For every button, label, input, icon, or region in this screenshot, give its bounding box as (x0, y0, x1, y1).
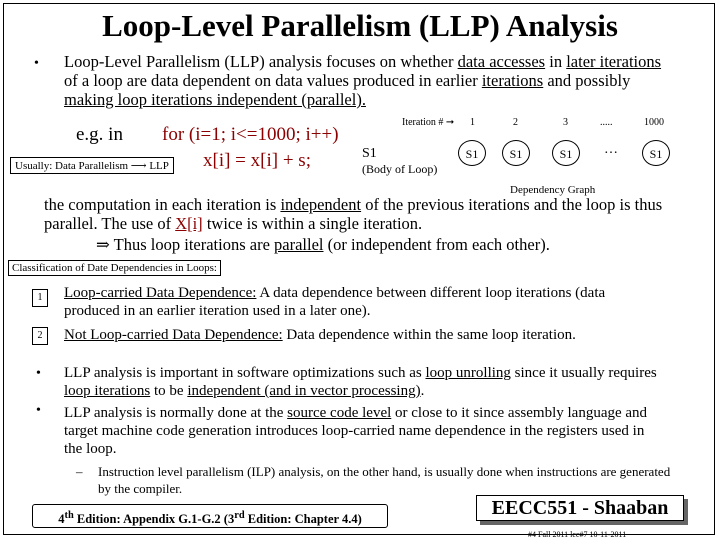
computation-paragraph: the computation in each iteration is independent of the previous iterations and the loop is thus parallel. The use of X[i] twice is within a single iteration. (44, 195, 663, 233)
iteration-number: 1 (470, 117, 475, 128)
course-badge: EECC551 - Shaaban (476, 495, 684, 521)
code-line-1: for (i=1; i<=1000; i++) (162, 124, 339, 145)
graph-ellipsis: … (604, 142, 618, 157)
iteration-number: ..... (600, 117, 613, 128)
item-marker: 2 (32, 327, 48, 345)
implies-icon: ⇒ (96, 235, 110, 254)
example-label: e.g. in (76, 124, 123, 145)
iteration-number: 1000 (644, 117, 664, 128)
s1-label: S1 (362, 146, 377, 161)
iteration-label: Iteration # ➞ (402, 117, 455, 128)
code-line-2: x[i] = x[i] + s; (203, 150, 311, 171)
conclusion-line: ⇒ Thus loop iterations are parallel (or independent from each other). (96, 235, 550, 254)
list-item: LLP analysis is normally done at the source code level or close to it since assembly language and target machine code generation introduces loop-carried name dependence in the registers used in the loop. (64, 405, 648, 457)
intro-paragraph: Loop-Level Parallelism (LLP) analysis focuses on whether data accesses in later iterations of a loop are data dependent on data values produced in earlier iterations and possibly making loop iterations independent (parallel). (64, 52, 662, 109)
arrow-icon: ➞ (445, 117, 455, 128)
slide-title: Loop-Level Parallelism (LLP) Analysis (102, 8, 618, 43)
bullet-marker: • (36, 366, 41, 381)
body-of-loop-label: (Body of Loop) (362, 162, 438, 176)
graph-node: S1 (642, 140, 670, 166)
list-item: Not Loop-carried Data Dependence: Data dependence within the same loop iteration. (64, 327, 576, 343)
dependency-graph-caption: Dependency Graph (510, 184, 596, 196)
edition-reference: 4th Edition: Appendix G.1-G.2 (3rd Edition: Chapter 4.4) (32, 504, 388, 528)
bullet-marker: • (34, 56, 39, 71)
usually-note: Usually: Data Parallelism ⟶ LLP (10, 157, 174, 174)
iteration-number: 2 (513, 117, 518, 128)
graph-node: S1 (552, 140, 580, 166)
graph-node: S1 (502, 140, 530, 166)
list-item: Loop-carried Data Dependence: A data dependence between different loop iterations (data produced in an earlier iteration used in a later one). (64, 285, 606, 319)
bullet-marker: • (36, 403, 41, 418)
footer-text: #4 Fall 2011 lec#7 10-11-2011 (528, 530, 627, 539)
item-marker: 1 (32, 289, 48, 307)
iteration-number: 3 (563, 117, 568, 128)
arrow-icon: ⟶ (130, 160, 147, 172)
classification-label: Classification of Date Dependencies in Loops: (8, 260, 221, 276)
graph-node: S1 (458, 140, 486, 166)
list-item: LLP analysis is important in software optimizations such as loop unrolling since it usually requires loop iterations to be independent (and in vector processing). (64, 365, 657, 399)
sub-note: – Instruction level parallelism (ILP) analysis, on the other hand, is usually done when instructions are generated by the compiler. (76, 464, 671, 496)
